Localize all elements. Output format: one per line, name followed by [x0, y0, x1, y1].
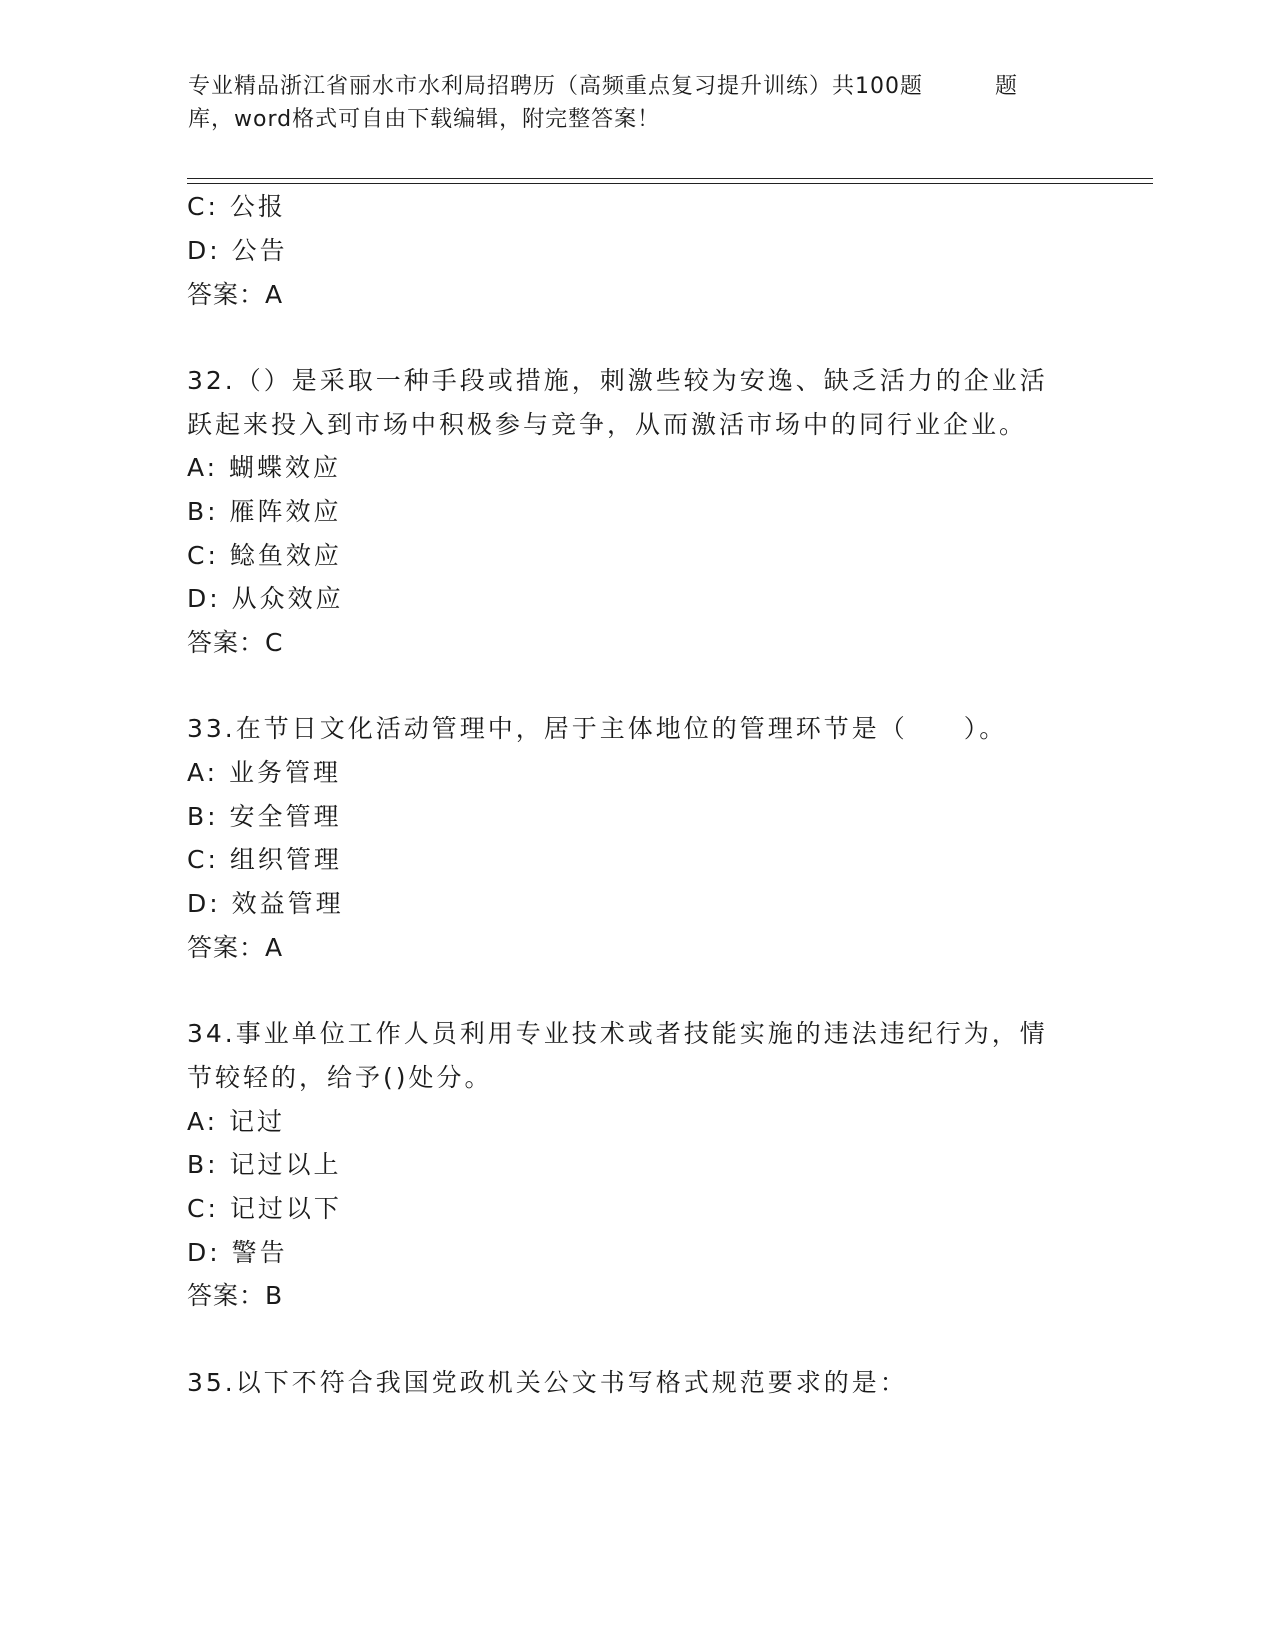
option-d: D: 公告 — [187, 236, 288, 265]
question-34-option-c: C: 记过以下 — [187, 1194, 342, 1223]
header-title-tail: 题 — [995, 74, 1019, 99]
question-32-option-c: C: 鲶鱼效应 — [187, 541, 342, 570]
header-line-1 — [188, 70, 1088, 103]
question-32-stem-2: 跃起来投入到市场中积极参与竞争，从而激活市场中的同行业企业。 — [187, 410, 1028, 439]
question-34-answer: 答案：B — [187, 1281, 284, 1310]
question-33-option-d: D: 效益管理 — [187, 889, 344, 918]
answer-line: 答案：A — [187, 280, 284, 309]
header-divider-thick — [187, 178, 1153, 179]
option-c: C: 公报 — [187, 192, 286, 221]
header-title: 专业精品浙江省丽水市水利局招聘历（高频重点复习提升训练）共100题 — [188, 74, 923, 99]
question-33-option-a: A: 业务管理 — [187, 758, 342, 787]
question-34-option-a: A: 记过 — [187, 1107, 286, 1136]
question-32-option-b: B: 雁阵效应 — [187, 497, 342, 526]
page-header — [188, 70, 1088, 136]
question-34-option-d: D: 警告 — [187, 1238, 288, 1267]
question-32-option-a: A: 蝴蝶效应 — [187, 453, 342, 482]
question-32-answer: 答案：C — [187, 628, 284, 657]
question-33-option-c: C: 组织管理 — [187, 845, 342, 874]
question-34-stem-2: 节较轻的，给予()处分。 — [187, 1063, 493, 1092]
question-34-option-b: B: 记过以上 — [187, 1150, 342, 1179]
question-32-option-d: D: 从众效应 — [187, 584, 344, 613]
question-33-option-b: B: 安全管理 — [187, 802, 342, 831]
header-divider-thin — [187, 183, 1153, 184]
header-line-2: 库，word格式可自由下载编辑，附完整答案！ — [188, 107, 661, 132]
question-33-stem-1: 33.在节日文化活动管理中，居于主体地位的管理环节是（ ）。 — [187, 714, 1008, 743]
question-35-stem-1: 35.以下不符合我国党政机关公文书写格式规范要求的是： — [187, 1368, 908, 1397]
question-32-stem-1: 32.（）是采取一种手段或措施，刺激些较为安逸、缺乏活力的企业活 — [187, 366, 1048, 395]
question-34-stem-1: 34.事业单位工作人员利用专业技术或者技能实施的违法违纪行为，情 — [187, 1019, 1048, 1048]
question-33-answer: 答案：A — [187, 933, 284, 962]
